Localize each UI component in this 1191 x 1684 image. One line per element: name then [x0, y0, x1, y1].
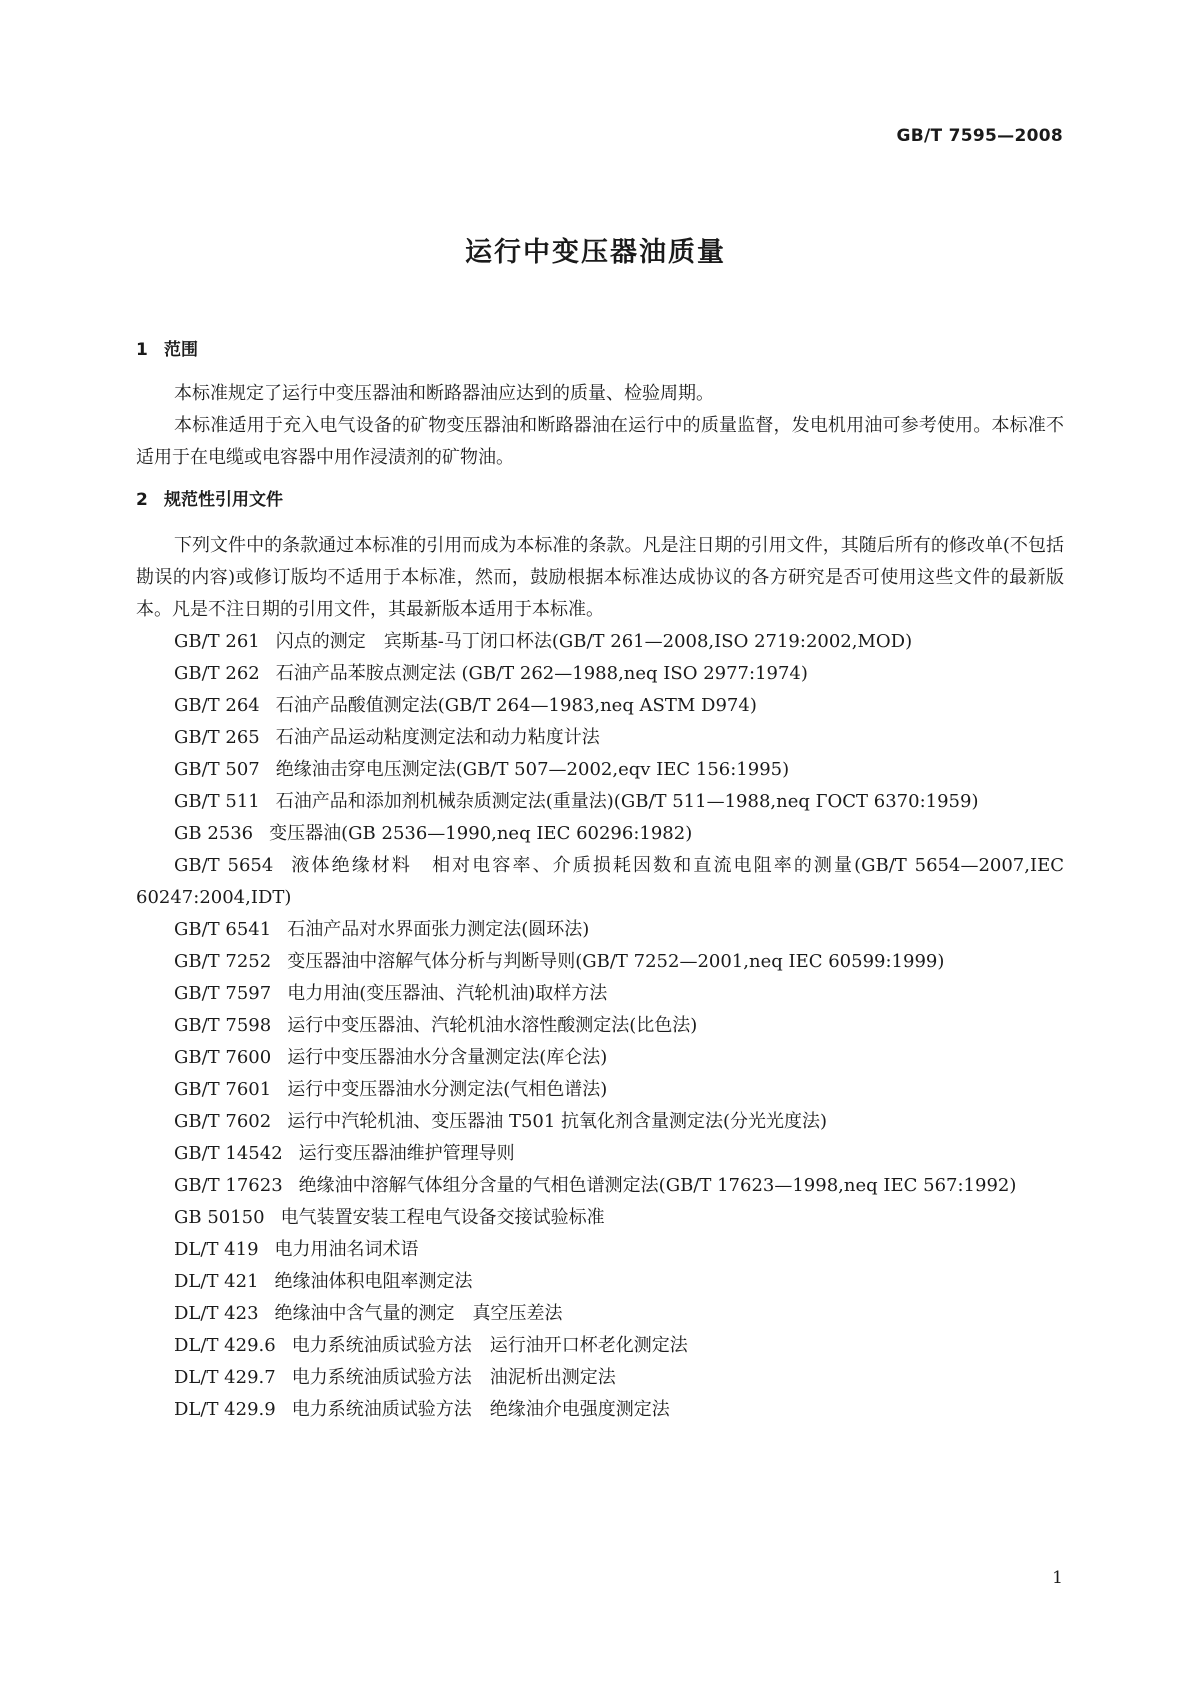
paragraph: 下列文件中的条款通过本标准的引用而成为本标准的条款。凡是注日期的引用文件，其随后所有的修改单(不包括勘误的内容)或修订版均不适用于本标准，然而，鼓励根据本标准达成协议的各方研究是否可使用这些文件的最新版本。凡是不注日期的引用文件，其最新版本适用于本标准。: [136, 535, 1064, 620]
reference-code: GB/T 6541: [174, 919, 272, 940]
reference-title: 绝缘油中含气量的测定 真空压差法: [274, 1303, 563, 1324]
reference-code: GB/T 5654: [174, 855, 274, 876]
reference-title: 石油产品和添加剂机械杂质测定法(重量法)(GB/T 511—1988,neq ГОСТ 6370:1959): [275, 791, 979, 812]
paragraph: 本标准规定了运行中变压器油和断路器油应达到的质量、检验周期。: [174, 383, 714, 404]
reference-code: GB/T 7597: [174, 983, 272, 1004]
reference-code: DL/T 419: [174, 1239, 259, 1260]
reference-item: [136, 978, 1064, 1010]
reference-code: DL/T 429.6: [174, 1335, 276, 1356]
document-title: 运行中变压器油质量: [465, 237, 726, 268]
reference-code: GB/T 7600: [174, 1047, 272, 1068]
reference-title: 变压器油(GB 2536—1990,neq IEC 60296:1982): [269, 823, 693, 844]
reference-code: DL/T 429.9: [174, 1399, 276, 1420]
reference-item: [136, 1074, 1064, 1106]
reference-title: 电气装置安装工程电气设备交接试验标准: [280, 1207, 605, 1228]
reference-title: 电力用油名词术语: [274, 1239, 419, 1260]
reference-code: GB/T 261: [174, 631, 260, 652]
reference-item: [136, 850, 1064, 914]
reference-code: GB/T 264: [174, 695, 260, 716]
reference-item: [136, 1394, 1064, 1426]
reference-item: [136, 1042, 1064, 1074]
reference-item: [136, 1202, 1064, 1234]
reference-title: 电力系统油质试验方法 油泥析出测定法: [291, 1367, 616, 1388]
reference-code: GB/T 7598: [174, 1015, 272, 1036]
section-heading-normative-references: [136, 484, 1064, 516]
reference-title: 电力用油(变压器油、汽轮机油)取样方法: [287, 983, 608, 1004]
reference-title: 石油产品酸值测定法(GB/T 264—1983,neq ASTM D974): [275, 695, 757, 716]
reference-item: [136, 1362, 1064, 1394]
paragraph: 本标准适用于充入电气设备的矿物变压器油和断路器油在运行中的质量监督，发电机用油可参考使用。本标准不适用于在电缆或电容器中用作浸渍剂的矿物油。: [136, 415, 1064, 468]
reference-code: GB/T 507: [174, 759, 260, 780]
reference-item: [136, 1298, 1064, 1330]
reference-code: GB/T 7252: [174, 951, 272, 972]
reference-item: [136, 946, 1064, 978]
reference-code: DL/T 421: [174, 1271, 259, 1292]
reference-item: [136, 914, 1064, 946]
reference-item: [136, 722, 1064, 754]
reference-item: [136, 658, 1064, 690]
reference-code: GB/T 511: [174, 791, 260, 812]
section-number: 1: [136, 340, 148, 360]
reference-title: 电力系统油质试验方法 运行油开口杯老化测定法: [291, 1335, 688, 1356]
reference-title: 运行变压器油维护管理导则: [298, 1143, 515, 1164]
reference-code: GB 2536: [174, 823, 254, 844]
reference-code: GB/T 265: [174, 727, 260, 748]
reference-title: 石油产品苯胺点测定法 (GB/T 262—1988,neq ISO 2977:1974): [275, 663, 808, 684]
reference-item: [136, 1266, 1064, 1298]
reference-title: 液体绝缘材料 相对电容率、介质损耗因数和直流电阻率的测量(GB/T 5654—2007,IEC 60247:2004,IDT): [136, 855, 1064, 908]
document-body: [136, 334, 1064, 1426]
reference-code: DL/T 423: [174, 1303, 259, 1324]
section-heading-scope: [136, 334, 1064, 366]
reference-code: GB/T 14542: [174, 1143, 283, 1164]
reference-item: [136, 1106, 1064, 1138]
reference-item: [136, 690, 1064, 722]
section-number: 2: [136, 490, 148, 510]
reference-title: 电力系统油质试验方法 绝缘油介电强度测定法: [291, 1399, 670, 1420]
reference-item: [136, 1170, 1064, 1202]
reference-code: GB/T 7602: [174, 1111, 272, 1132]
reference-item: [136, 1234, 1064, 1266]
reference-title: 绝缘油体积电阻率测定法: [274, 1271, 473, 1292]
reference-title: 石油产品对水界面张力测定法(圆环法): [287, 919, 590, 940]
reference-title: 运行中变压器油、汽轮机油水溶性酸测定法(比色法): [287, 1015, 698, 1036]
reference-code: GB/T 262: [174, 663, 260, 684]
reference-item: [136, 818, 1064, 850]
reference-item: [136, 786, 1064, 818]
reference-title: 石油产品运动粘度测定法和动力粘度计法: [275, 727, 600, 748]
reference-code: GB/T 17623: [174, 1175, 283, 1196]
reference-code: DL/T 429.7: [174, 1367, 276, 1388]
reference-item: [136, 1138, 1064, 1170]
reference-title: 运行中变压器油水分含量测定法(库仑法): [287, 1047, 608, 1068]
page-number: 1: [1052, 1568, 1063, 1588]
reference-item: [136, 1010, 1064, 1042]
reference-item: [136, 1330, 1064, 1362]
reference-title: 运行中汽轮机油、变压器油 T501 抗氧化剂含量测定法(分光光度法): [287, 1111, 828, 1132]
section-title: 范围: [164, 340, 198, 360]
reference-code: GB 50150: [174, 1207, 265, 1228]
reference-title: 变压器油中溶解气体分析与判断导则(GB/T 7252—2001,neq IEC 60599:1999): [287, 951, 945, 972]
reference-item: [136, 754, 1064, 786]
reference-title: 闪点的测定 宾斯基-马丁闭口杯法(GB/T 261—2008,ISO 2719:2002,MOD): [275, 631, 913, 652]
reference-title: 绝缘油击穿电压测定法(GB/T 507—2002,eqv IEC 156:1995): [275, 759, 790, 780]
section-title: 规范性引用文件: [164, 490, 283, 510]
reference-code: GB/T 7601: [174, 1079, 272, 1100]
reference-list: [136, 626, 1064, 1426]
reference-title: 运行中变压器油水分测定法(气相色谱法): [287, 1079, 608, 1100]
reference-title: 绝缘油中溶解气体组分含量的气相色谱测定法(GB/T 17623—1998,neq IEC 567:1992): [298, 1175, 1017, 1196]
reference-item: [136, 626, 1064, 658]
standard-number: GB/T 7595—2008: [896, 126, 1063, 146]
